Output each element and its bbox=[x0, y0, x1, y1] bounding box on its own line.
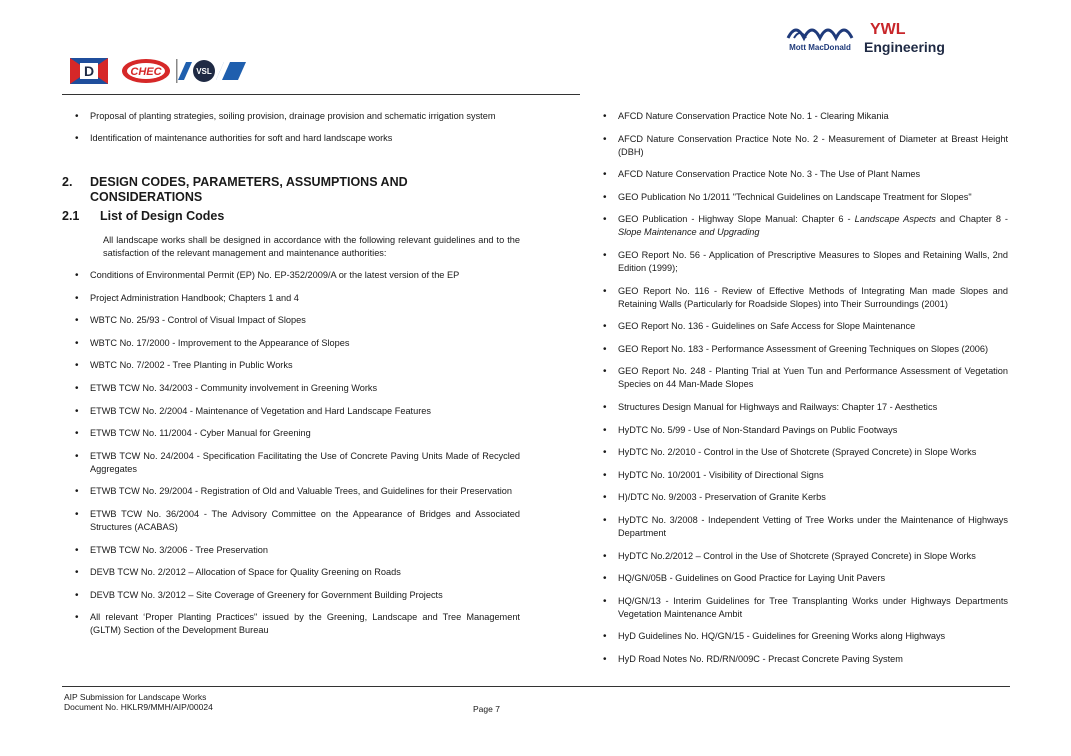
subsection-heading bbox=[62, 209, 520, 224]
vsl-logo bbox=[178, 58, 246, 84]
list-item: • HyDTC No. 10/2001 - Visibility of Directional Signs bbox=[590, 469, 1008, 482]
list-item: • ETWB TCW No. 2/2004 - Maintenance of Vegetation and Hard Landscape Features bbox=[62, 405, 520, 418]
list-item: • HyD Road Notes No. RD/RN/009C - Precast Concrete Paving System bbox=[590, 653, 1008, 666]
consultant-logos bbox=[786, 18, 966, 60]
footer-document-number: Document No. HKLR9/MMH/AIP/00024 bbox=[64, 702, 213, 712]
list-item: • GEO Report No. 116 - Review of Effective Methods of Integrating Man made Slopes and Retaining Walls (Particularly for Roadside Slopes) into Their Surroundings (2001) bbox=[590, 285, 1008, 311]
svg-text:CHEC: CHEC bbox=[130, 66, 162, 78]
right-column bbox=[590, 110, 1008, 666]
list-item: • GEO Report No. 136 - Guidelines on Safe Access for Slope Maintenance bbox=[590, 320, 1008, 333]
design-codes-list-left bbox=[62, 269, 520, 637]
list-item: • DEVB TCW No. 3/2012 – Site Coverage of Greenery for Government Building Projects bbox=[62, 589, 520, 602]
svg-text:VSL: VSL bbox=[196, 67, 212, 76]
list-item-text: GEO Publication - Highway Slope Manual: Chapter 6 - bbox=[618, 214, 855, 225]
list-item: • Conditions of Environmental Permit (EP) No. EP-352/2009/A or the latest version of the EP bbox=[62, 269, 520, 282]
list-item: • H)/DTC No. 9/2003 - Preservation of Granite Kerbs bbox=[590, 491, 1008, 504]
mott-macdonald-logo bbox=[786, 18, 866, 56]
list-item: • HQ/GN/05B - Guidelines on Good Practice for Laying Unit Pavers bbox=[590, 572, 1008, 585]
svg-text:YWL: YWL bbox=[870, 21, 906, 38]
svg-text:D: D bbox=[83, 63, 95, 79]
list-item-text: Landscape Aspects bbox=[854, 214, 936, 225]
list-item: • HQ/GN/13 - Interim Guidelines for Tree Transplanting Works under Highways Departments Vegetation Maintenance Ambit bbox=[590, 595, 1008, 621]
svg-text:Engineering: Engineering bbox=[864, 39, 945, 55]
list-item: • ETWB TCW No. 29/2004 - Registration of Old and Valuable Trees, and Guidelines for their Preservation bbox=[62, 485, 520, 498]
svg-text:Mott MacDonald: Mott MacDonald bbox=[789, 43, 851, 52]
list-item: • Structures Design Manual for Highways and Railways: Chapter 17 - Aesthetics bbox=[590, 401, 1008, 414]
footer-title: AIP Submission for Landscape Works bbox=[64, 692, 207, 702]
list-item: • WBTC No. 7/2002 - Tree Planting in Public Works bbox=[62, 359, 520, 372]
list-item: • Project Administration Handbook; Chapters 1 and 4 bbox=[62, 292, 520, 305]
list-item: • ETWB TCW No. 11/2004 - Cyber Manual for Greening bbox=[62, 427, 520, 440]
list-item-text: Slope Maintenance and Upgrading bbox=[618, 227, 760, 238]
list-item: • All relevant ‘Proper Planting Practices" issued by the Greening, Landscape and Tree Management (GLTM) Section of the Development Bureau bbox=[62, 611, 520, 637]
dragages-logo bbox=[70, 58, 108, 84]
left-column bbox=[62, 110, 520, 637]
list-item: • GEO Report No. 183 - Performance Assessment of Greening Techniques on Slopes (2006) bbox=[590, 343, 1008, 356]
design-codes-list-right bbox=[590, 110, 1008, 666]
list-item: • AFCD Nature Conservation Practice Note No. 2 - Measurement of Diameter at Breast Height (DBH) bbox=[590, 133, 1008, 159]
list-item: • WBTC No. 17/2000 - Improvement to the Appearance of Slopes bbox=[62, 337, 520, 350]
footer-document-info bbox=[64, 692, 213, 712]
list-item: • HyDTC No. 2/2010 - Control in the Use of Shotcrete (Sprayed Concrete) in Slope Works bbox=[590, 446, 1008, 459]
list-item: • GEO Report No. 248 - Planting Trial at Yuen Tun and Performance Assessment of Vegetation Species on 44 Man-Made Slopes bbox=[590, 365, 1008, 391]
list-item: • AFCD Nature Conservation Practice Note No. 3 - The Use of Plant Names bbox=[590, 168, 1008, 181]
list-item: • ETWB TCW No. 36/2004 - The Advisory Committee on the Appearance of Bridges and Associated Structures (ACABAS) bbox=[62, 508, 520, 534]
subsection-number: 2.1 bbox=[62, 209, 80, 223]
intro-bullets bbox=[62, 110, 520, 145]
list-item: • WBTC No. 25/93 - Control of Visual Impact of Slopes bbox=[62, 314, 520, 327]
list-item: • Identification of maintenance authorities for soft and hard landscape works bbox=[62, 132, 520, 145]
list-item: • HyDTC No. 5/99 - Use of Non-Standard Pavings on Public Footways bbox=[590, 424, 1008, 437]
section-number: 2. bbox=[62, 175, 73, 189]
list-item: • ETWB TCW No. 34/2003 - Community involvement in Greening Works bbox=[62, 382, 520, 395]
intro-paragraph: All landscape works shall be designed in accordance with the following relevant guidelines and to the satisfaction of the relevant management and maintenance authorities: bbox=[103, 235, 520, 258]
list-item: • GEO Publication No 1/2011 "Technical Guidelines on Landscape Treatment for Slopes" bbox=[590, 191, 1008, 204]
list-item: • HyDTC No.2/2012 – Control in the Use of Shotcrete (Sprayed Concrete) in Slope Works bbox=[590, 550, 1008, 563]
list-item: • DEVB TCW No. 2/2012 – Allocation of Space for Quality Greening on Roads bbox=[62, 566, 520, 579]
subsection-title: List of Design Codes bbox=[100, 209, 225, 223]
list-item: • ETWB TCW No. 24/2004 - Specification Facilitating the Use of Concrete Paving Units Made of Recycled Aggregates bbox=[62, 450, 520, 476]
list-item bbox=[590, 213, 1008, 239]
section-title: DESIGN CODES, PARAMETERS, ASSUMPTIONS AND CONSIDERATIONS bbox=[90, 175, 408, 204]
footer-rule bbox=[62, 686, 1010, 687]
list-item: • ETWB TCW No. 3/2006 - Tree Preservation bbox=[62, 544, 520, 557]
list-item: • GEO Report No. 56 - Application of Prescriptive Measures to Slopes and Retaining Walls, 2nd Edition (1999); bbox=[590, 249, 1008, 275]
list-item: • HyDTC No. 3/2008 - Independent Vetting of Tree Works under the Maintenance of Highways Department bbox=[590, 514, 1008, 540]
list-item: • HyD Guidelines No. HQ/GN/15 - Guidelines for Greening Works along Highways bbox=[590, 630, 1008, 643]
header-rule bbox=[62, 94, 580, 95]
section-heading bbox=[62, 175, 520, 205]
list-item: • Proposal of planting strategies, soiling provision, drainage provision and schematic irrigation system bbox=[62, 110, 520, 123]
ywl-engineering-logo bbox=[864, 18, 964, 58]
page-number: Page 7 bbox=[473, 704, 500, 714]
list-item: • AFCD Nature Conservation Practice Note No. 1 - Clearing Mikania bbox=[590, 110, 1008, 123]
contractor-logos bbox=[70, 58, 250, 84]
list-item-text: and Chapter 8 - bbox=[935, 214, 1008, 225]
